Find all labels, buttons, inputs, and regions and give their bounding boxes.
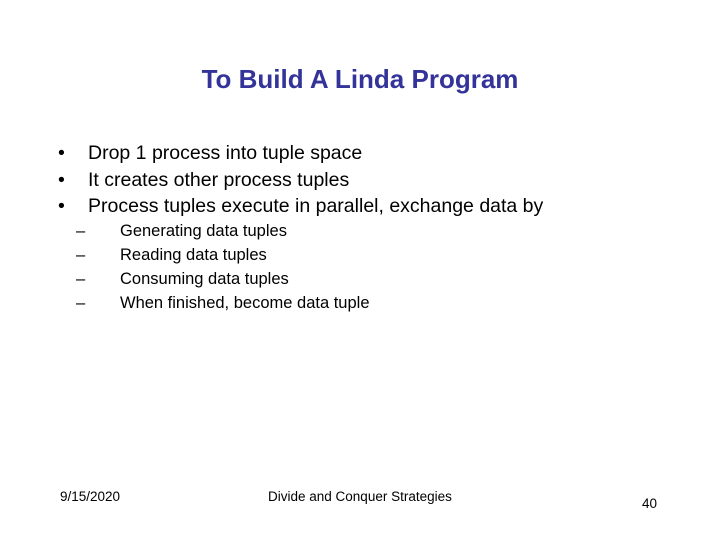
bullet-text: Drop 1 process into tuple space	[88, 142, 363, 164]
bullet-text: Process tuples execute in parallel, exchange data by	[88, 195, 544, 217]
bullet-text: It creates other process tuples	[88, 168, 350, 191]
sub-bullet-text: Generating data tuples	[120, 222, 287, 240]
sub-bullet-text: Consuming data tuples	[120, 270, 289, 288]
page-number: 40	[642, 496, 658, 511]
dash-marker: –	[76, 246, 86, 264]
sub-bullet-item	[76, 243, 370, 267]
bullet-marker: •	[58, 195, 65, 217]
dash-marker: –	[76, 222, 86, 240]
sub-bullet-item	[76, 291, 370, 315]
footer-title: Divide and Conquer Strategies	[268, 489, 452, 504]
dash-marker: –	[76, 294, 86, 312]
footer-date: 9/15/2020	[60, 489, 121, 504]
bullet-marker: •	[58, 168, 65, 191]
sub-bullet-text: When finished, become data tuple	[120, 294, 370, 312]
bullet-marker: •	[58, 142, 65, 164]
sub-bullet-text: Reading data tuples	[120, 246, 267, 264]
sub-bullet-item	[76, 267, 370, 291]
dash-marker: –	[76, 270, 86, 288]
sub-bullet-list	[76, 219, 370, 315]
slide-title: To Build A Linda Program	[201, 64, 519, 94]
bullet-item	[58, 140, 543, 167]
sub-bullet-item	[76, 219, 370, 243]
bullet-item	[58, 193, 543, 220]
bullet-list	[58, 140, 543, 220]
bullet-item	[58, 167, 543, 194]
